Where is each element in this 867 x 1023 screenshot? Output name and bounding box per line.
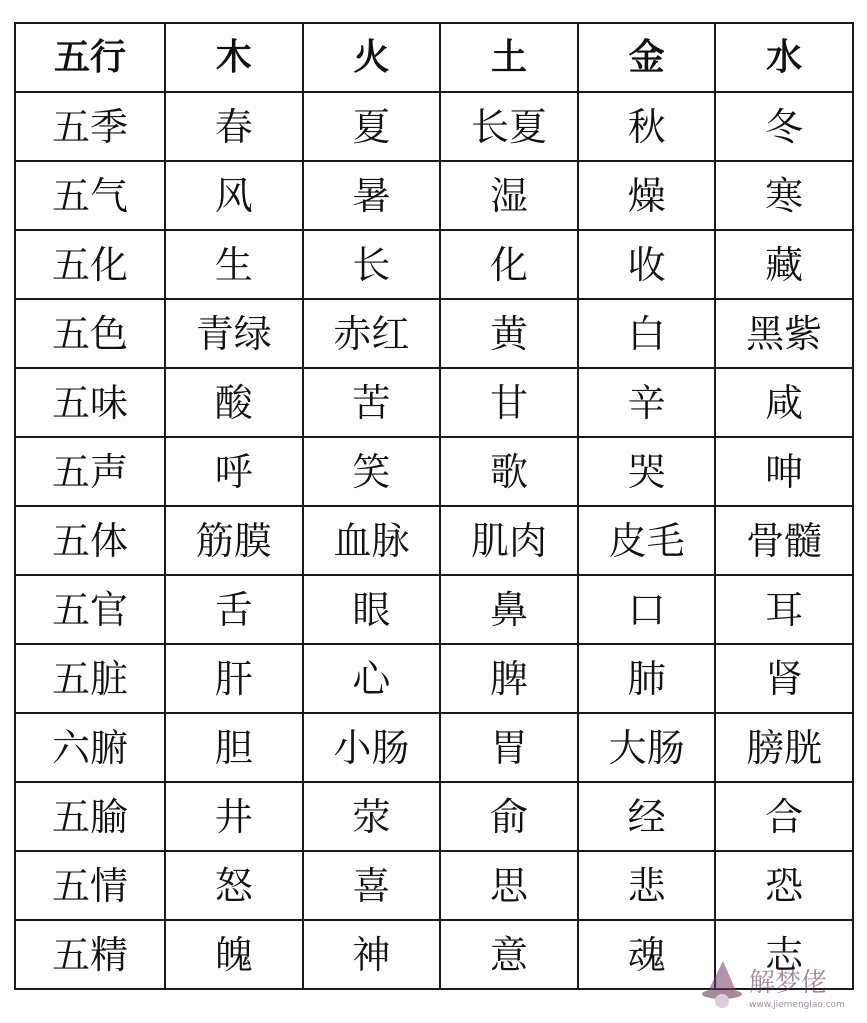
header-cell-wood: 木 <box>165 23 303 92</box>
table-cell: 白 <box>578 299 716 368</box>
table-cell: 化 <box>440 230 578 299</box>
table-cell: 志 <box>715 920 853 989</box>
table-cell: 长 <box>303 230 441 299</box>
row-category-cell: 五脏 <box>15 644 165 713</box>
header-cell-category: 五行 <box>15 23 165 92</box>
header-row <box>15 23 853 92</box>
table-cell: 燥 <box>578 161 716 230</box>
table-cell: 大肠 <box>578 713 716 782</box>
table-cell: 长夏 <box>440 92 578 161</box>
table-cell: 悲 <box>578 851 716 920</box>
wuxing-correspondence-table <box>14 22 854 990</box>
table-row <box>15 575 853 644</box>
table-cell: 肌肉 <box>440 506 578 575</box>
table-cell: 春 <box>165 92 303 161</box>
table-row <box>15 368 853 437</box>
table-cell: 赤红 <box>303 299 441 368</box>
table-cell: 笑 <box>303 437 441 506</box>
table-cell: 风 <box>165 161 303 230</box>
table-cell: 辛 <box>578 368 716 437</box>
table-row <box>15 230 853 299</box>
table-cell: 黄 <box>440 299 578 368</box>
table-cell: 肺 <box>578 644 716 713</box>
table-row <box>15 713 853 782</box>
table-cell: 筋膜 <box>165 506 303 575</box>
table-cell: 哭 <box>578 437 716 506</box>
table-cell: 神 <box>303 920 441 989</box>
row-category-cell: 五季 <box>15 92 165 161</box>
table-row <box>15 851 853 920</box>
table-cell: 青绿 <box>165 299 303 368</box>
row-category-cell: 五情 <box>15 851 165 920</box>
watermark-brand: 解梦佬 <box>749 968 828 998</box>
header-cell-earth: 土 <box>440 23 578 92</box>
table-cell: 胆 <box>165 713 303 782</box>
table-cell: 酸 <box>165 368 303 437</box>
table-cell: 骨髓 <box>715 506 853 575</box>
table-cell: 舌 <box>165 575 303 644</box>
header-cell-fire: 火 <box>303 23 441 92</box>
table-cell: 暑 <box>303 161 441 230</box>
header-cell-water: 水 <box>715 23 853 92</box>
table-cell: 小肠 <box>303 713 441 782</box>
watermark-url: www.jiemenglao.com <box>749 1000 845 1010</box>
table-cell: 血脉 <box>303 506 441 575</box>
table-cell: 冬 <box>715 92 853 161</box>
table-cell: 合 <box>715 782 853 851</box>
table-cell: 咸 <box>715 368 853 437</box>
table-cell: 魂 <box>578 920 716 989</box>
table-cell: 夏 <box>303 92 441 161</box>
row-category-cell: 五气 <box>15 161 165 230</box>
table-cell: 荥 <box>303 782 441 851</box>
row-category-cell: 五化 <box>15 230 165 299</box>
row-category-cell: 五声 <box>15 437 165 506</box>
table-cell: 意 <box>440 920 578 989</box>
table-cell: 魄 <box>165 920 303 989</box>
row-category-cell: 五官 <box>15 575 165 644</box>
table-cell: 藏 <box>715 230 853 299</box>
table-cell: 胃 <box>440 713 578 782</box>
table-cell: 脾 <box>440 644 578 713</box>
row-category-cell: 五味 <box>15 368 165 437</box>
table-cell: 苦 <box>303 368 441 437</box>
table-cell: 心 <box>303 644 441 713</box>
row-category-cell: 五精 <box>15 920 165 989</box>
table-cell: 甘 <box>440 368 578 437</box>
table-row <box>15 299 853 368</box>
header-cell-metal: 金 <box>578 23 716 92</box>
table-cell: 经 <box>578 782 716 851</box>
table-cell: 歌 <box>440 437 578 506</box>
table-cell: 膀胱 <box>715 713 853 782</box>
table-cell: 井 <box>165 782 303 851</box>
table-row <box>15 644 853 713</box>
table-row <box>15 437 853 506</box>
table-row <box>15 506 853 575</box>
table-cell: 俞 <box>440 782 578 851</box>
table-cell: 肾 <box>715 644 853 713</box>
table-cell: 寒 <box>715 161 853 230</box>
table-cell: 湿 <box>440 161 578 230</box>
row-category-cell: 五腧 <box>15 782 165 851</box>
table-cell: 呻 <box>715 437 853 506</box>
table-row <box>15 782 853 851</box>
row-category-cell: 六腑 <box>15 713 165 782</box>
row-category-cell: 五体 <box>15 506 165 575</box>
table-cell: 肝 <box>165 644 303 713</box>
table-cell: 秋 <box>578 92 716 161</box>
table-cell: 黑紫 <box>715 299 853 368</box>
row-category-cell: 五色 <box>15 299 165 368</box>
table-cell: 耳 <box>715 575 853 644</box>
table-cell: 恐 <box>715 851 853 920</box>
table-cell: 思 <box>440 851 578 920</box>
table-cell: 皮毛 <box>578 506 716 575</box>
table-cell: 怒 <box>165 851 303 920</box>
table-cell: 呼 <box>165 437 303 506</box>
table-cell: 生 <box>165 230 303 299</box>
table-row <box>15 161 853 230</box>
table-row <box>15 92 853 161</box>
table-cell: 喜 <box>303 851 441 920</box>
table-cell: 收 <box>578 230 716 299</box>
table-cell: 鼻 <box>440 575 578 644</box>
table-cell: 口 <box>578 575 716 644</box>
table-row <box>15 920 853 989</box>
table-cell: 眼 <box>303 575 441 644</box>
